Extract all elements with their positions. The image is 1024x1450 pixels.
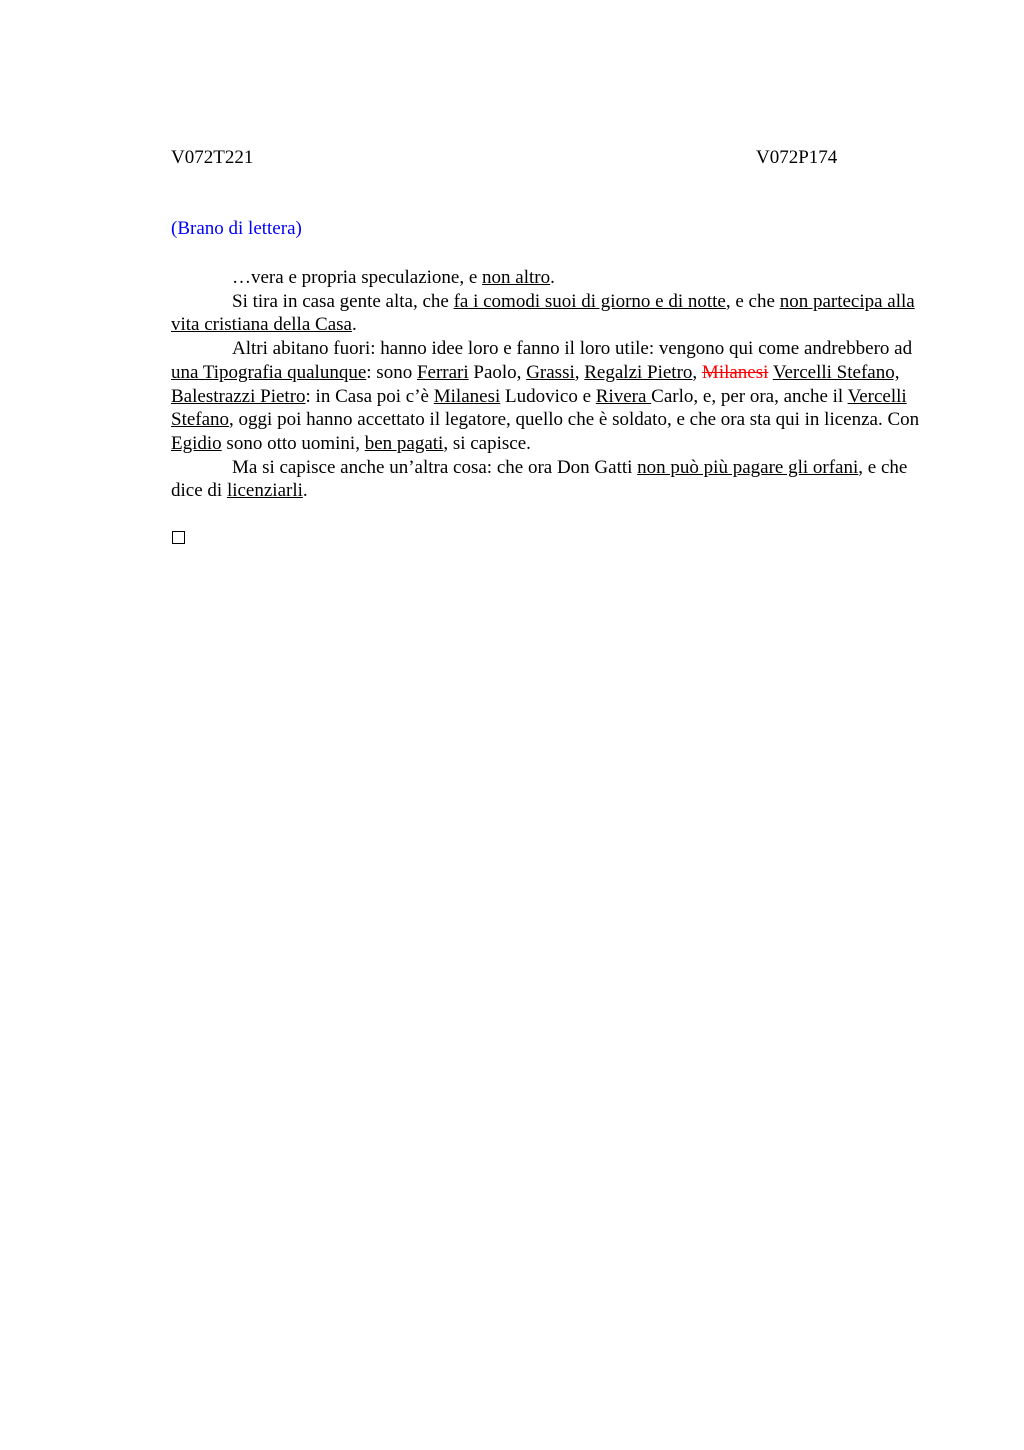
underlined-text: non altro (482, 267, 551, 288)
text-run: …vera e propria speculazione, e (232, 267, 483, 288)
text-run: : sono (366, 361, 417, 383)
letter-paragraph (171, 266, 921, 290)
text-run: Altri abitano fuori: hanno idee loro e fanno il loro utile: vengono qui come andrebbero ad (232, 338, 913, 360)
empty-square-icon (172, 531, 185, 544)
text-run: , e che (725, 290, 780, 312)
underlined-text: non partecipa alla vita cristiana della Casa (171, 290, 915, 336)
document-code-left: V072T221 (171, 147, 254, 168)
underlined-text: Milanesi (433, 385, 501, 407)
text-run: , si capisce. (443, 432, 531, 454)
deleted-text: Milanesi (701, 361, 769, 383)
underlined-text: Vercelli Stefano, Balestrazzi Pietro (171, 361, 900, 407)
underlined-text: Rivera (595, 385, 652, 407)
underlined-text: Vercelli Stefano (171, 385, 907, 431)
text-run: sono otto uomini, (221, 432, 365, 454)
text-run: Carlo, e, per ora, anche il (651, 385, 848, 407)
document-code-right: V072P174 (756, 147, 838, 168)
underlined-text: ben pagati (364, 432, 444, 454)
text-run: Paolo, (468, 361, 527, 383)
underlined-text: non può più pagare gli orfani (637, 456, 859, 478)
text-run: Ma si capisce anche un’altra cosa: che ora Don Gatti (232, 456, 638, 478)
section-heading: (Brano di lettera) (171, 218, 302, 239)
text-run: , (692, 361, 702, 383)
letter-paragraph (171, 290, 921, 337)
text-run: . (302, 480, 308, 502)
letter-paragraph (171, 456, 921, 503)
letter-paragraph (171, 337, 921, 456)
text-run: Ludovico e (500, 385, 596, 407)
underlined-text: una Tipografia qualunque (171, 361, 367, 383)
letter-body (171, 266, 921, 503)
text-run: Si tira in casa gente alta, che (232, 290, 454, 312)
text-run: , e che dice di (171, 456, 908, 502)
underlined-text: fa i comodi suoi di giorno e di notte (453, 290, 726, 312)
text-run: , (574, 361, 585, 383)
underlined-text: Egidio (171, 432, 222, 454)
underlined-text: licenziarli (226, 480, 303, 502)
text-run: , oggi poi hanno accettato il legatore, quello che è soldato, e che ora sta qui in licenza. Con (229, 409, 920, 431)
text-run: . (550, 267, 555, 288)
underlined-text: Grassi (526, 361, 575, 383)
text-run: : in Casa poi c’è (305, 385, 434, 407)
underlined-text: Regalzi Pietro (584, 361, 693, 383)
text-run: . (351, 314, 357, 336)
underlined-text: Ferrari (416, 361, 469, 383)
